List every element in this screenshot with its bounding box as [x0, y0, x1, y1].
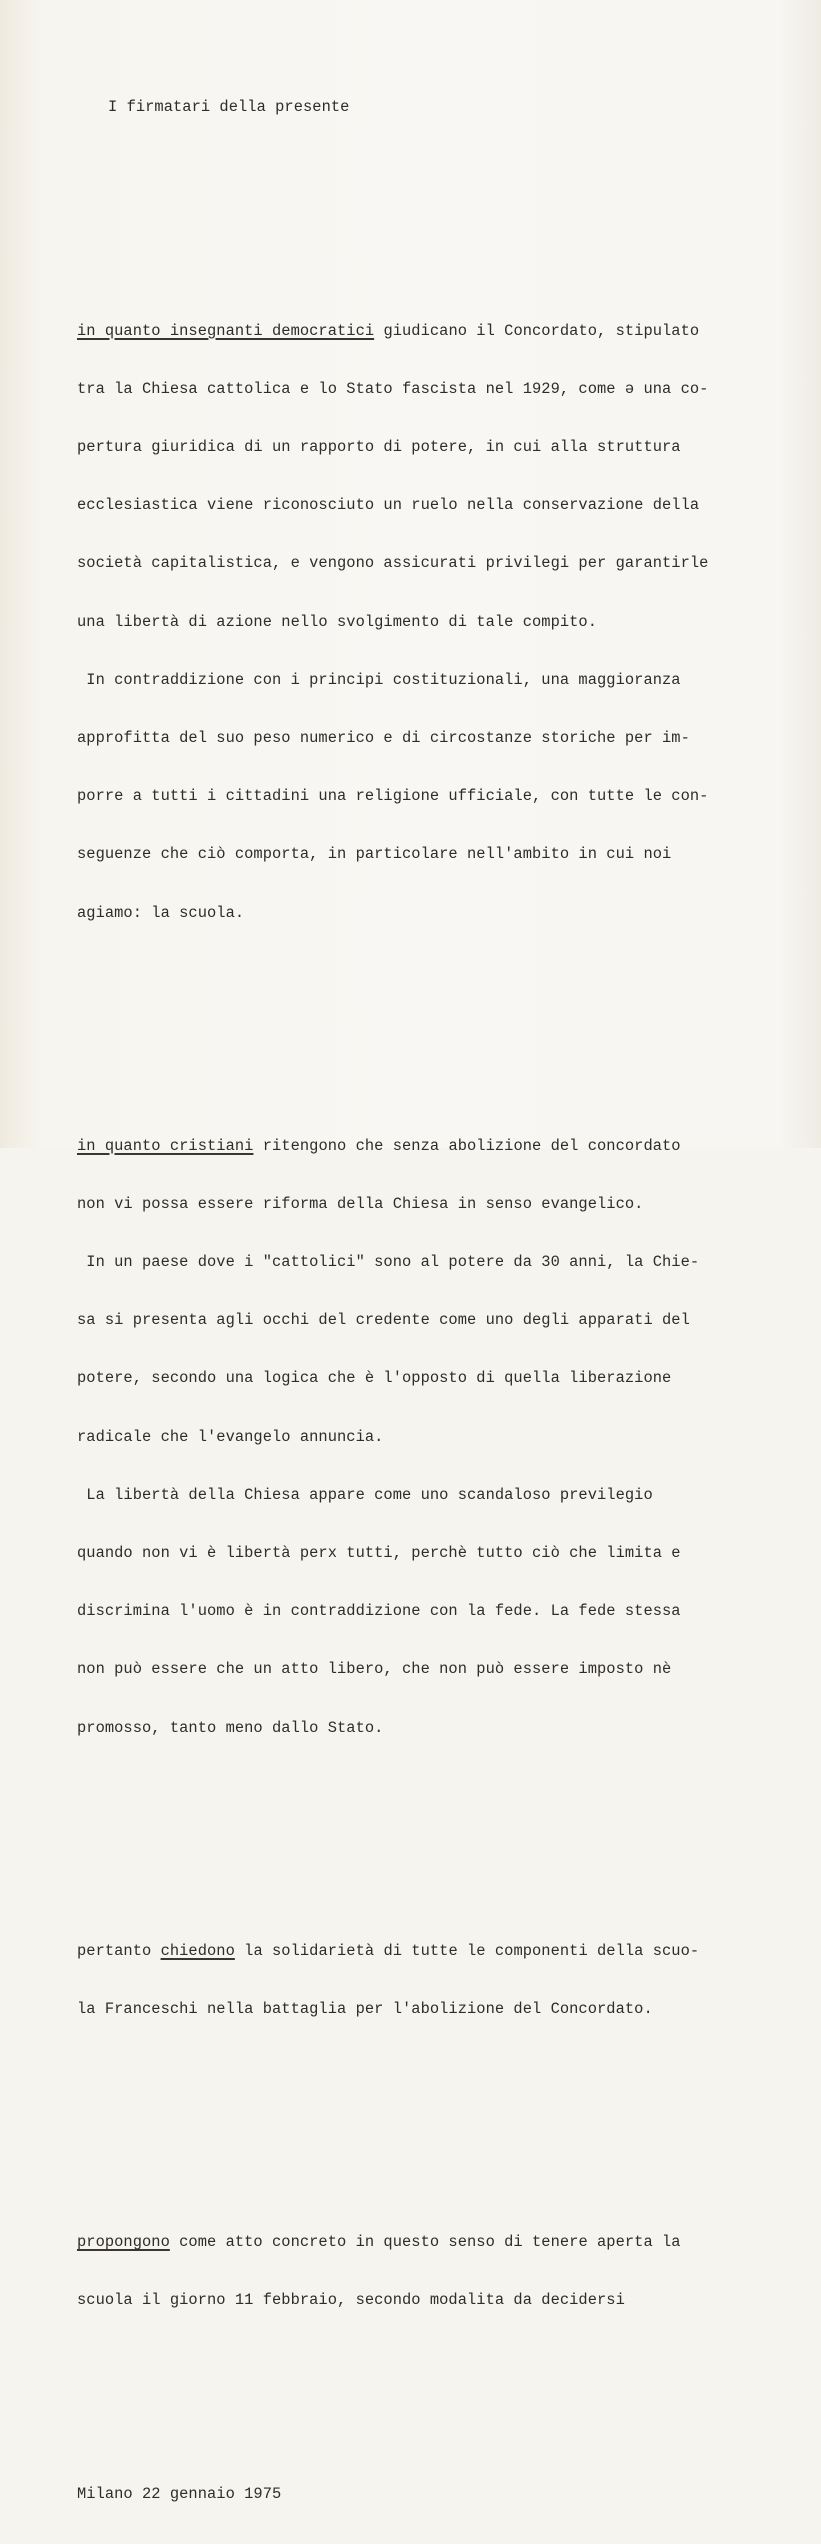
typed-letter	[77, 40, 777, 2544]
place-date: Milano 22 gennaio 1975	[77, 2485, 282, 2504]
paragraph-line: la Franceschi nella battaglia per l'abolizione del Concordato.	[77, 2000, 653, 2019]
paragraph-line: La libertà della Chiesa appare come uno scandaloso previlegio	[77, 1485, 653, 1504]
paragraph-democratic-teachers	[77, 283, 777, 962]
paragraph-line: In contraddizione con i principi costituzionali, una maggioranza	[77, 670, 681, 689]
line-text: come atto concreto in questo senso di tenere aperta la	[169, 2233, 681, 2252]
paragraph-line: scuola il giorno 11 febbraio, secondo modalita da decidersi	[77, 2291, 625, 2310]
underlined-lead: chiedono	[160, 1942, 235, 1961]
paragraph-line	[77, 322, 777, 341]
paragraph-line: radicale che l'evangelo annuncia.	[77, 1427, 384, 1446]
underlined-lead: in quanto insegnanti democratici	[77, 321, 375, 340]
spacer	[77, 1020, 777, 1039]
underlined-lead: propongono	[77, 2233, 170, 2252]
paragraph-line: promosso, tanto meno dallo Stato.	[77, 1718, 384, 1737]
paragraph-christians	[77, 1098, 777, 1777]
paragraph-line: In un paese dove i "cattolici" sono al potere da 30 anni, la Chie-	[77, 1252, 700, 1271]
paragraph-line: discrimina l'uomo è in contraddizione con la fede. La fede stessa	[77, 1602, 681, 1621]
paragraph-line: seguenze che ciò comporta, in particolare nell'ambito in cui noi	[77, 845, 672, 864]
paragraph-request	[77, 1903, 777, 2058]
spacer	[77, 2117, 777, 2136]
spacer	[77, 1835, 777, 1845]
paragraph-line: non può essere che un atto libero, che non può essere imposto nè	[77, 1660, 672, 1679]
line-prefix: pertanto	[77, 1942, 161, 1961]
line-text: giudicano il Concordato, stipulato	[374, 321, 700, 340]
line-text: la solidarietà di tutte le componenti della scuo-	[234, 1942, 700, 1961]
paragraph-line	[77, 2233, 777, 2252]
paragraph-line: una libertà di azione nello svolgimento di tale compito.	[77, 612, 598, 631]
paragraph-proposal	[77, 2194, 777, 2349]
spacer	[77, 215, 777, 225]
paragraph-line: ecclesiastica viene riconosciuto un ruelo nella conservazione della	[77, 496, 700, 515]
paragraph-line: non vi possa essere riforma della Chiesa in senso evangelico.	[77, 1194, 644, 1213]
paragraph-line	[77, 1137, 777, 1156]
paragraph-line: pertura giuridica di un rapporto di potere, in cui alla struttura	[77, 438, 681, 457]
paragraph-line: porre a tutti i cittadini una religione ufficiale, con tutte le con-	[77, 787, 709, 806]
paragraph-line	[77, 1942, 777, 1961]
spacer	[77, 2408, 777, 2427]
paragraph-line: approfitta del suo peso numerico e di circostanze storiche per im-	[77, 729, 690, 748]
paragraph-line: potere, secondo una logica che è l'opposto di quella liberazione	[77, 1369, 672, 1388]
paragraph-line: tra la Chiesa cattolica e lo Stato fascista nel 1929, come ə una co-	[77, 379, 709, 398]
paragraph-line: società capitalistica, e vengono assicurati privilegi per garantirle	[77, 554, 709, 573]
underlined-lead: in quanto cristiani	[77, 1136, 254, 1155]
paragraph-line: quando non vi è libertà perx tutti, perchè tutto ciò che limita e	[77, 1543, 681, 1562]
line-text: ritengono che senza abolizione del concordato	[253, 1136, 681, 1155]
paragraph-line: agiamo: la scuola.	[77, 903, 245, 922]
paragraph-line: sa si presenta agli occhi del credente come uno degli apparati del	[77, 1311, 690, 1330]
spacer	[77, 156, 777, 175]
opening-line: I firmatari della presente	[108, 98, 350, 117]
